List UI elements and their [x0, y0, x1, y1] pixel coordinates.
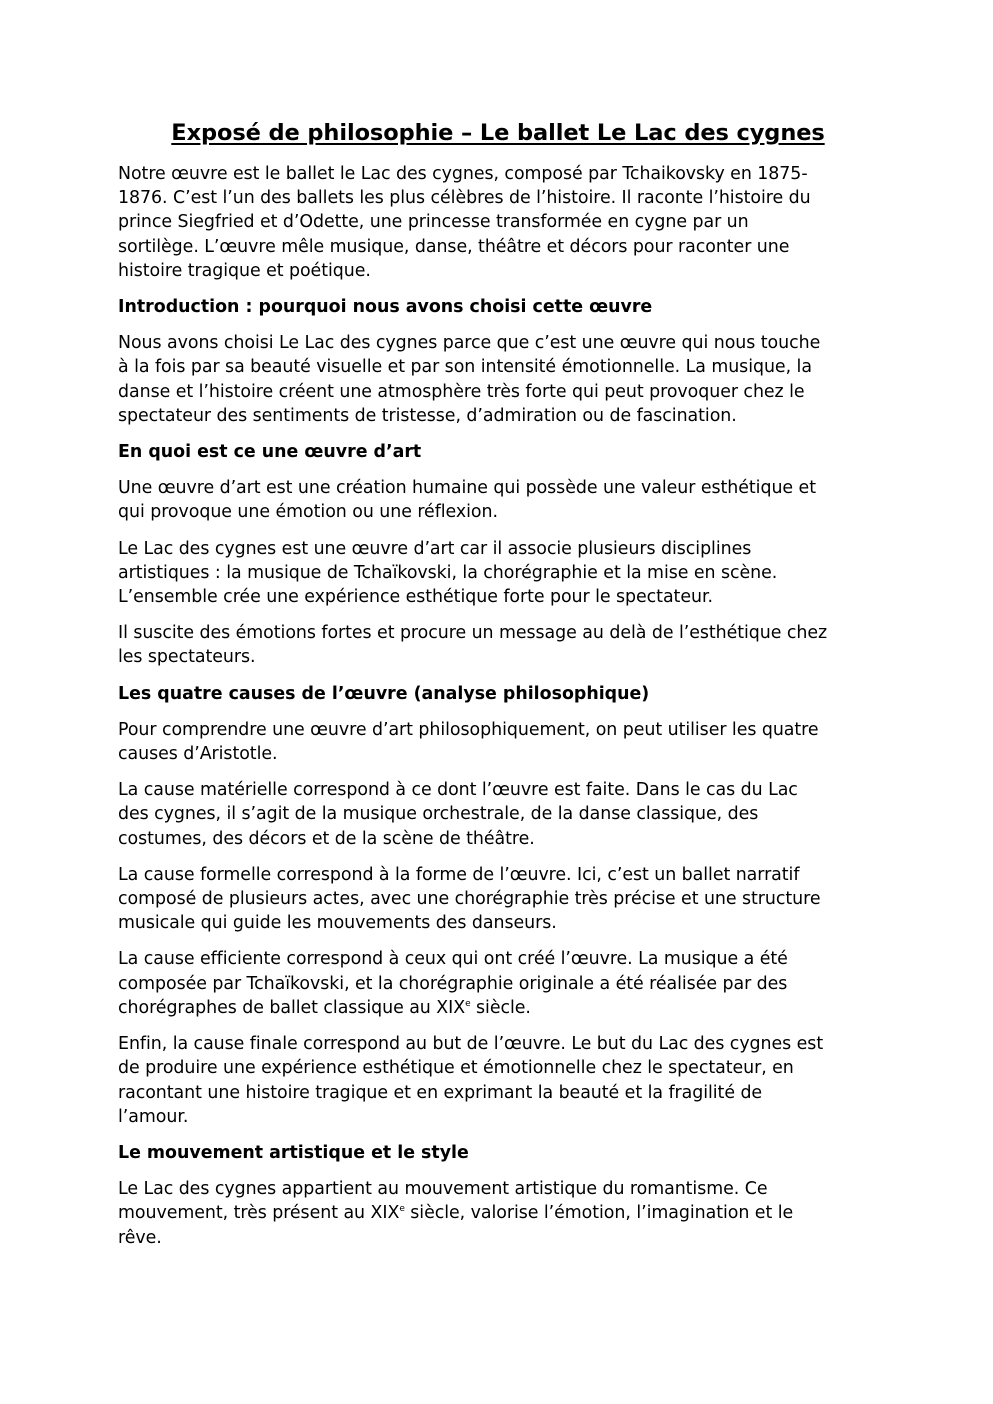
cause-efficiente-paragraph [118, 947, 878, 1020]
romantisme-paragraph [118, 1177, 878, 1250]
section-heading-introduction: Introduction : pourquoi nous avons choisi cette œuvre [118, 297, 653, 318]
text-line [118, 998, 531, 1018]
text-line: La cause efficiente correspond à ceux qui ont créé l’œuvre. La musique a été [118, 949, 788, 970]
text-line: histoire tragique et poétique. [118, 260, 371, 281]
cause-finale-paragraph [118, 1032, 878, 1129]
text-line: Le Lac des cygnes appartient au mouvement artistique du romantisme. Ce [118, 1179, 768, 1200]
emotions-paragraph [118, 621, 878, 669]
text-line: des cygnes, il s’agit de la musique orchestrale, de la danse classique, des [118, 804, 759, 825]
text-line: La cause matérielle correspond à ce dont l’œuvre est faite. Dans le cas du Lac [118, 780, 798, 801]
text-line: Il suscite des émotions fortes et procure un message au delà de l’esthétique chez [118, 623, 828, 644]
text-fragment: siècle. [470, 997, 531, 1018]
text-line: danse et l’histoire créent une atmosphère très forte qui peut provoquer chez le [118, 381, 805, 402]
text-line: sortilège. L’œuvre mêle musique, danse, théâtre et décors pour raconter une [118, 236, 790, 257]
document-page [118, 116, 878, 1262]
cause-formelle-paragraph [118, 863, 878, 936]
text-fragment: mouvement, très présent au XIX [118, 1203, 400, 1224]
text-line: Pour comprendre une œuvre d’art philosophiquement, on peut utiliser les quatre [118, 719, 819, 740]
intro-paragraph [118, 162, 878, 283]
text-line: Nous avons choisi Le Lac des cygnes parce que c’est une œuvre qui nous touche [118, 333, 821, 354]
text-line: à la fois par sa beauté visuelle et par son intensité émotionnelle. La musique, la [118, 357, 812, 378]
text-line: costumes, des décors et de la scène de théâtre. [118, 828, 535, 849]
text-line: 1876. C’est l’un des ballets les plus célèbres de l’histoire. Il raconte l’histoire du [118, 188, 811, 209]
text-line: Enfin, la cause finale correspond au but de l’œuvre. Le but du Lac des cygnes est [118, 1034, 824, 1055]
definition-paragraph [118, 476, 878, 524]
section-heading-mouvement: Le mouvement artistique et le style [118, 1142, 469, 1163]
text-line: Une œuvre d’art est une création humaine qui possède une valeur esthétique et [118, 478, 816, 499]
text-line: Le Lac des cygnes est une œuvre d’art car il associe plusieurs disciplines [118, 538, 752, 559]
text-line [118, 1203, 793, 1223]
text-line: musicale qui guide les mouvements des danseurs. [118, 913, 557, 934]
text-line: racontant une histoire tragique et en exprimant la beauté et la fragilité de [118, 1082, 763, 1103]
text-line: La cause formelle correspond à la forme de l’œuvre. Ici, c’est un ballet narratif [118, 864, 800, 885]
text-line: rêve. [118, 1227, 162, 1248]
section-heading-quatre-causes: Les quatre causes de l’œuvre (analyse philosophique) [118, 683, 650, 704]
text-line: causes d’Aristotle. [118, 744, 278, 765]
text-line: prince Siegfried et d’Odette, une princesse transformée en cygne par un [118, 212, 749, 233]
document-title: Exposé de philosophie – Le ballet Le Lac des cygnes [171, 120, 825, 146]
text-line: composé de plusieurs actes, avec une chorégraphie très précise et une structure [118, 889, 821, 910]
disciplines-paragraph [118, 537, 878, 610]
text-line: les spectateurs. [118, 647, 256, 668]
text-line: de produire une expérience esthétique et émotionnelle chez le spectateur, en [118, 1058, 794, 1079]
text-line: composée par Tchaïkovski, et la chorégraphie originale a été réalisée par des [118, 973, 788, 994]
text-line: Notre œuvre est le ballet le Lac des cygnes, composé par Tchaikovsky en 1875- [118, 164, 808, 184]
superscript: e [465, 998, 471, 1009]
text-line: artistiques : la musique de Tchaïkovski, la chorégraphie et la mise en scène. [118, 562, 778, 583]
text-line: L’ensemble crée une expérience esthétique forte pour le spectateur. [118, 587, 713, 608]
text-line: spectateur des sentiments de tristesse, d’admiration ou de fascination. [118, 405, 737, 426]
superscript: e [399, 1204, 405, 1215]
section-heading-oeuvre-art: En quoi est ce une œuvre d’art [118, 442, 422, 463]
text-fragment: siècle, valorise l’émotion, l’imagination et le [404, 1203, 794, 1224]
text-line: l’amour. [118, 1106, 189, 1127]
aristotle-paragraph [118, 718, 878, 766]
introduction-paragraph [118, 331, 878, 428]
text-line: qui provoque une émotion ou une réflexion. [118, 502, 498, 523]
cause-materielle-paragraph [118, 778, 878, 851]
text-fragment: chorégraphes de ballet classique au XIX [118, 997, 466, 1018]
